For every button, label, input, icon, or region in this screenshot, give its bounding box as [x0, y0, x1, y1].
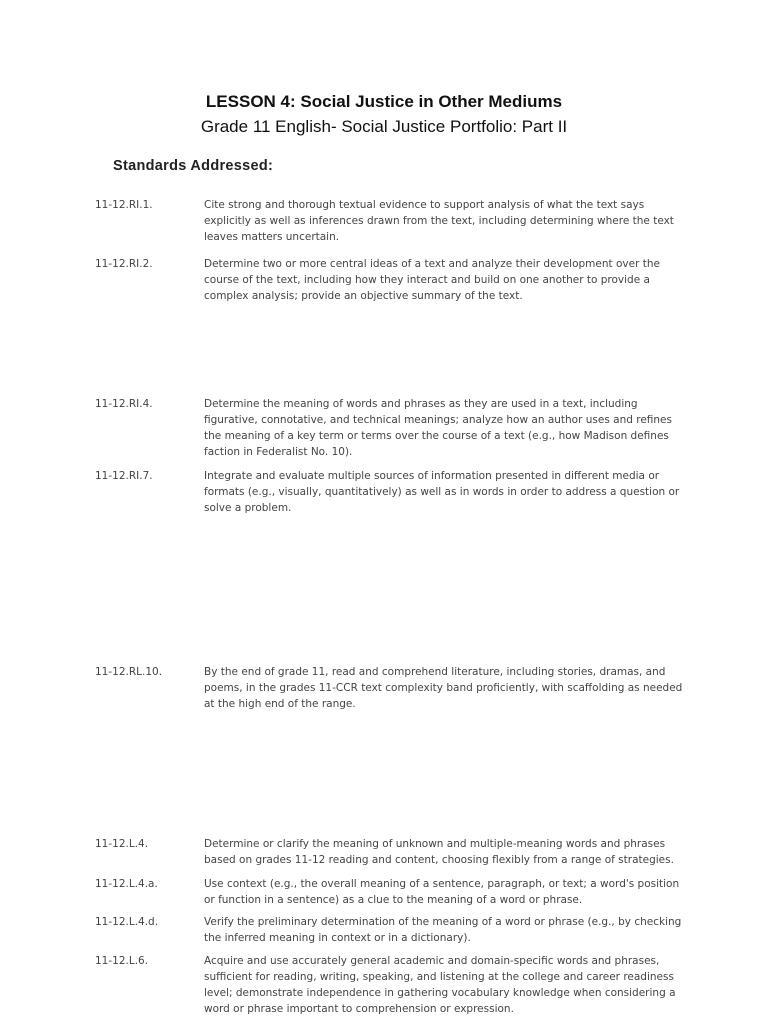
standard-code: 11-12.RI.7. [95, 470, 153, 482]
standard-description: Acquire and use accurately general academic and domain-specific words and phrases, sufficient for reading, writing, speaking, and listening at the college and career readiness level; demonstrate independence in gathering vocabulary knowledge when considering a word or phrase important to comprehension or expression. [204, 955, 676, 1015]
standard-description: Verify the preliminary determination of the meaning of a word or phrase (e.g., by checking the inferred meaning in context or in a dictionary). [204, 916, 682, 944]
standard-code: 11-12.L.4. [95, 838, 149, 850]
standard-code: 11-12.L.4.a. [95, 878, 158, 890]
standard-description: Determine two or more central ideas of a text and analyze their development over the course of the text, including how they interact and build on one another to provide a complex analysis; provide an objective summary of the text. [204, 258, 660, 302]
standard-code: 11-12.L.4.d. [95, 916, 159, 928]
standard-code: 11-12.L.6. [95, 955, 149, 967]
standard-code: 11-12.RI.4. [95, 398, 153, 410]
standard-description: Use context (e.g., the overall meaning of a sentence, paragraph, or text; a word's position or function in a sentence) as a clue to the meaning of a word or phrase. [204, 878, 680, 906]
standard-description: Determine or clarify the meaning of unknown and multiple-meaning words and phrases based on grades 11-12 reading and content, choosing flexibly from a range of strategies. [204, 838, 674, 866]
lesson-title: LESSON 4: Social Justice in Other Mediums [205, 92, 563, 111]
standard-code: 11-12.RL.10. [95, 666, 163, 678]
standard-code: 11-12.RI.1. [95, 199, 153, 211]
standards-heading: Standards Addressed: [113, 158, 274, 174]
standard-description: By the end of grade 11, read and comprehend literature, including stories, dramas, and poems, in the grades 11-CCR text complexity band proficiently, with scaffolding as needed at the high end of the range. [204, 666, 683, 710]
lesson-subtitle: Grade 11 English- Social Justice Portfolio: Part II [200, 117, 568, 136]
standard-description: Integrate and evaluate multiple sources of information presented in different media or formats (e.g., visually, quantitatively) as well as in words in order to address a question or solve a problem. [204, 470, 680, 514]
standard-code: 11-12.RI.2. [95, 258, 153, 270]
standard-description: Cite strong and thorough textual evidence to support analysis of what the text says explicitly as well as inferences drawn from the text, including determining where the text leaves matters uncertain. [204, 199, 674, 243]
standard-description: Determine the meaning of words and phrases as they are used in a text, including figurative, connotative, and technical meanings; analyze how an author uses and refines the meaning of a key term or terms over the course of a text (e.g., how Madison defines faction in Federalist No. 10). [204, 398, 672, 458]
